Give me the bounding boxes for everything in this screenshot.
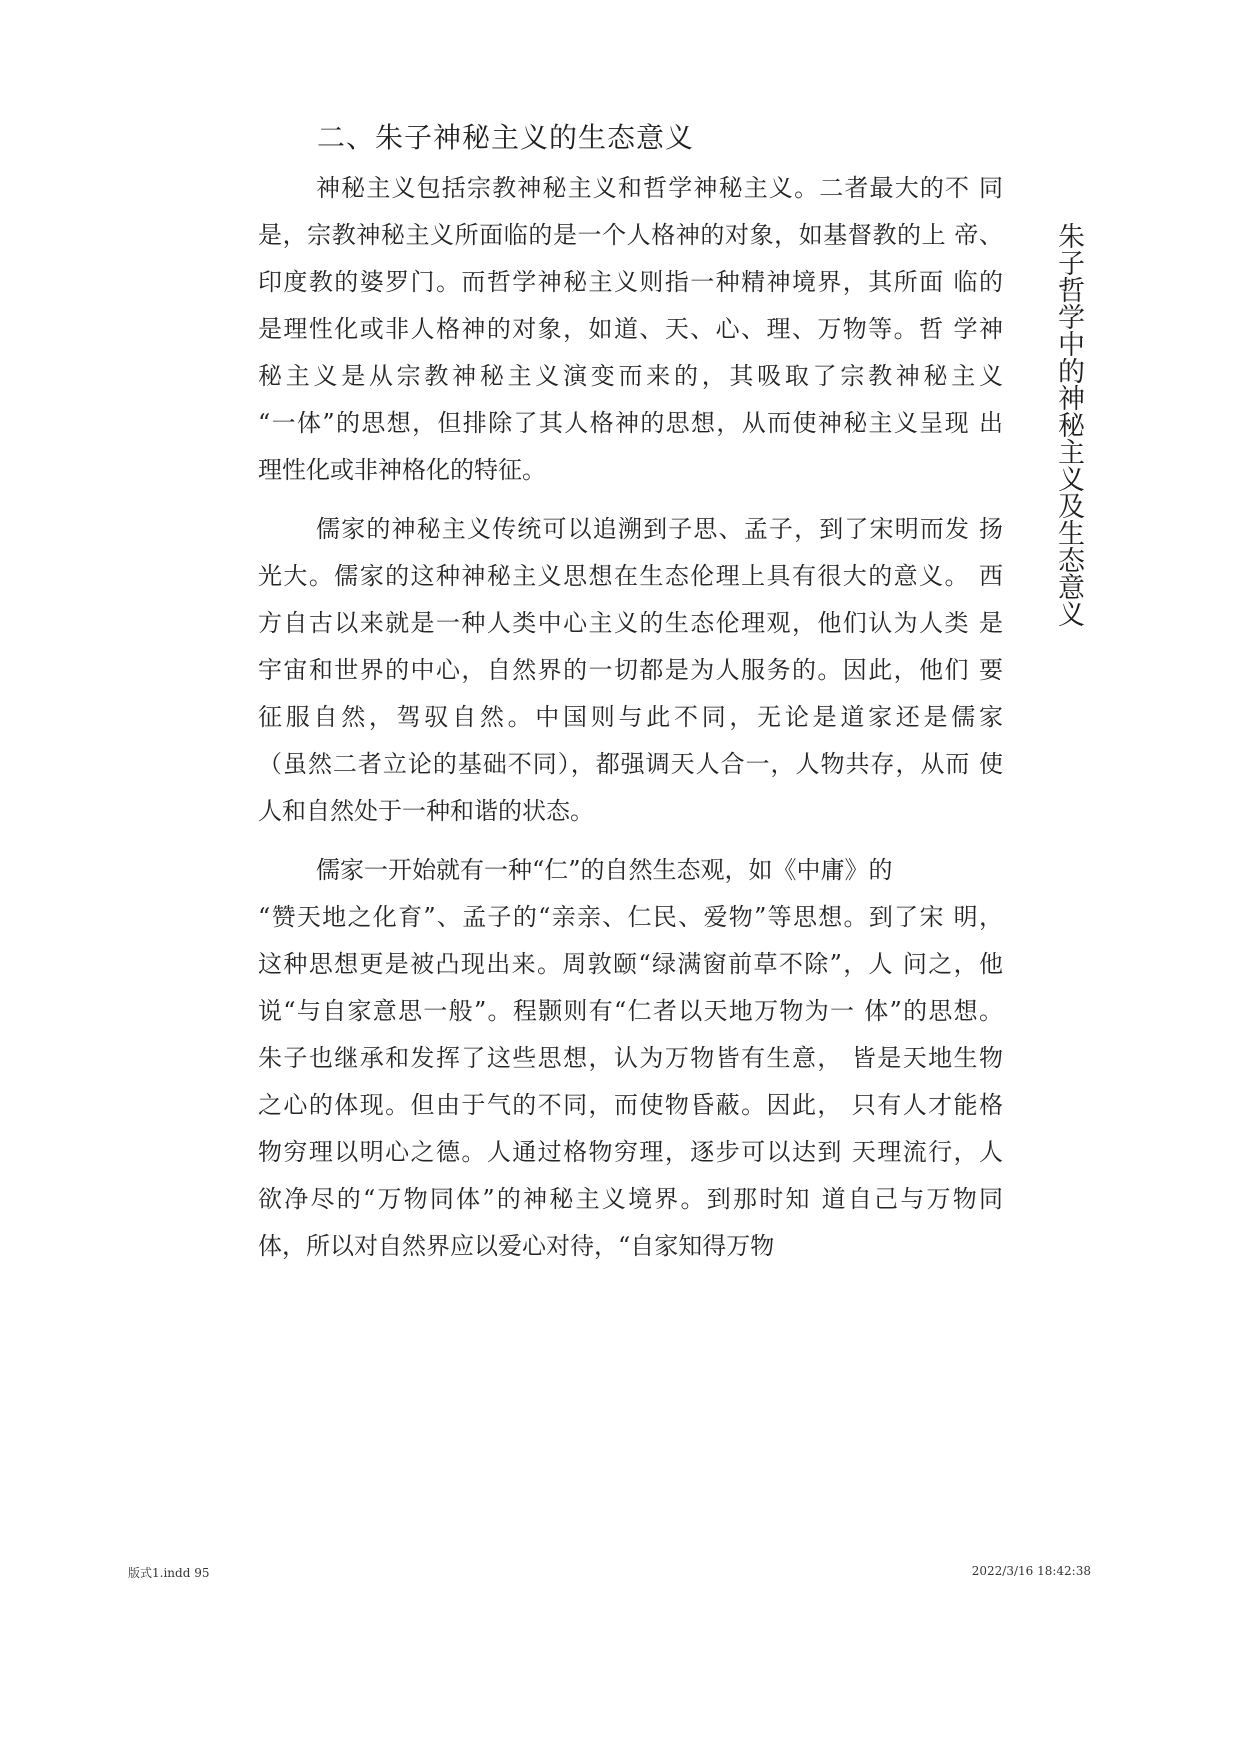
text-line: 是，宗教神秘主义所面临的是一个人格神的对象，如基督教的上 帝、 [258, 221, 1003, 249]
footer-file-info: 版式1.indd 95 [128, 1566, 210, 1580]
text-line: 朱子也继承和发挥了这些思想，认为万物皆有生意， 皆是天地生物 [258, 1044, 1003, 1072]
paragraph [258, 506, 1003, 835]
text-line: 说“与自家意思一般”。程颢则有“仁者以天地万物为一 体”的思想。 [258, 997, 1003, 1025]
text-line: 是理性化或非人格神的对象，如道、天、心、理、万物等。哲 学神 [258, 315, 1003, 343]
paragraph [258, 165, 1003, 494]
text-line: 理性化或非神格化的特征。 [258, 456, 546, 484]
text-line: 印度教的婆罗门。而哲学神秘主义则指一种精神境界，其所面 临的 [258, 268, 1003, 296]
body-text [258, 165, 1003, 1270]
footer-timestamp: 2022/3/16 18:42:38 [971, 1564, 1091, 1578]
text-line: 体，所以对自然界应以爱心对待，“自家知得万物 [258, 1232, 775, 1260]
text-line: “赞天地之化育”、孟子的“亲亲、仁民、爱物”等思想。到了宋 明， [258, 903, 1003, 931]
text-line: 儒家一开始就有一种“仁”的自然生态观，如《中庸》的 [316, 856, 893, 884]
text-line: 这种思想更是被凸现出来。周敦颐“绿满窗前草不除”，人 问之，他 [258, 950, 1003, 978]
text-line: 欲净尽的“万物同体”的神秘主义境界。到那时知 道自己与万物同 [258, 1185, 1003, 1213]
text-line: 征服自然，驾驭自然。中国则与此不同，无论是道家还是儒家 [258, 703, 1003, 731]
text-line: （虽然二者立论的基础不同），都强调天人合一，人物共存，从而 使 [258, 750, 1003, 778]
text-line: 光大。儒家的这种神秘主义思想在生态伦理上具有很大的意义。 西 [258, 562, 1003, 590]
running-head-vertical: 朱子哲学中的神秘主义及生态意义 [1053, 222, 1084, 627]
text-line: 宇宙和世界的中心，自然界的一切都是为人服务的。因此，他们 要 [258, 656, 1003, 684]
text-line: 儒家的神秘主义传统可以追溯到子思、孟子，到了宋明而发 扬 [316, 515, 1003, 543]
text-line: “一体”的思想，但排除了其人格神的思想，从而使神秘主义呈现 出 [258, 409, 1003, 437]
paragraph [258, 847, 1003, 1270]
text-line: 人和自然处于一种和谐的状态。 [258, 797, 594, 825]
text-line: 之心的体现。但由于气的不同，而使物昏蔽。因此， 只有人才能格 [258, 1091, 1003, 1119]
text-line: 神秘主义包括宗教神秘主义和哲学神秘主义。二者最大的不 同 [316, 174, 1003, 202]
text-line: 秘主义是从宗教神秘主义演变而来的，其吸取了宗教神秘主义 [258, 362, 1003, 390]
text-line: 方自古以来就是一种人类中心主义的生态伦理观，他们认为人类 是 [258, 609, 1003, 637]
text-line: 物穷理以明心之德。人通过格物穷理，逐步可以达到 天理流行，人 [258, 1138, 1003, 1166]
section-title: 二、朱子神秘主义的生态意义 [317, 121, 695, 154]
